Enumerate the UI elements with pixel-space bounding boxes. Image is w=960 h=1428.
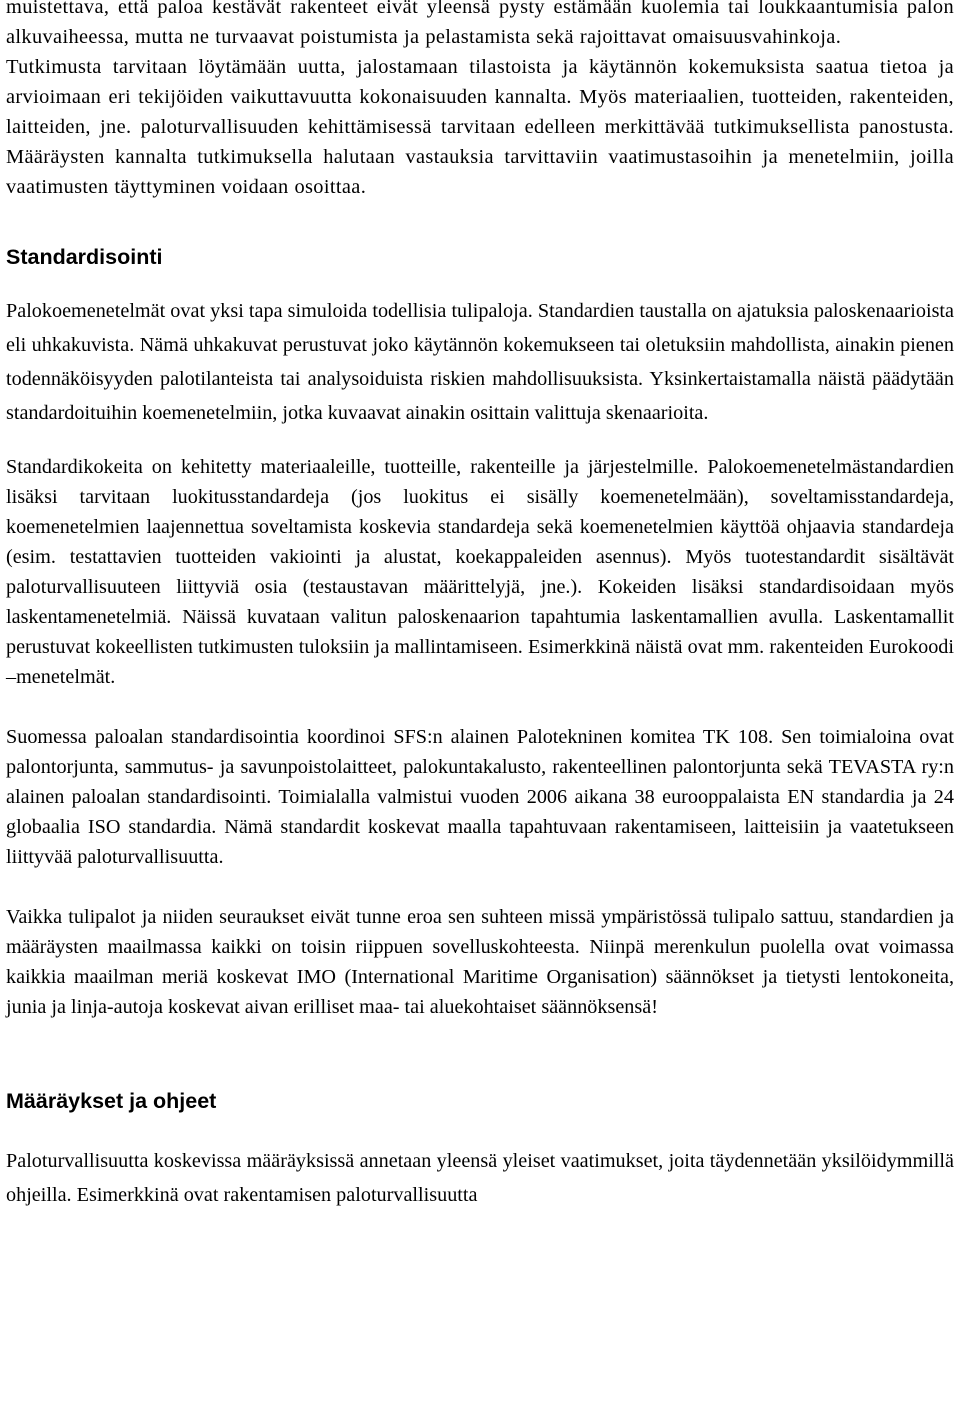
body-paragraph: Palokoemenetelmät ovat yksi tapa simuloida todellisia tulipaloja. Standardien taustalla on ajatuksia paloskenaarioista eli uhkakuvista. Nämä uhkakuvat perustuvat joko käytännön kokemukseen tai oletuksiin mahdollista, ainakin pienen todennäköisyyden palotilanteista tai analysoiduista riskien mahdollisuuksista. Yksinkertaistamalla näistä päädytään standardoituihin koemenetelmiin, jotka kuvaavat ainakin osittain valittuja skenaarioita. (6, 300, 954, 424)
body-paragraph: Standardikokeita on kehitetty materiaaleille, tuotteille, rakenteille ja järjestelmille. Palokoemenetelmästandardien lisäksi tarvitaan luokitusstandardeja (jos luokitus ei sisälly koemenetelmään), soveltamisstandardeja, koemenetelmien laajennettua soveltamista koskevia standardeja sekä koemenetelmien käyttöä ohjaavia standardeja (esim. testattavien tuotteiden vakiointi ja alustat, koekappaleiden asennus). Myös tuotestandardit sisältävät paloturvallisuuteen liittyviä osia (testaustavan määrittelyjä, jne.). Kokeiden lisäksi standardisoidaan myös laskentamenetelmiä. Näissä kuvataan valitun paloskenaarion tapahtumia laskentamallien avulla. Laskentamallit perustuvat kokeellisten tutkimusten tuloksiin ja mallintamiseen. Esimerkkinä näistä ovat mm. rakenteiden Eurokoodi –menetelmät. (6, 456, 954, 688)
section-heading-maaraykset-ja-ohjeet: Määräykset ja ohjeet (6, 1089, 217, 1113)
body-paragraph: Suomessa paloalan standardisointia koordinoi SFS:n alainen Palotekninen komitea TK 108. Sen toimialoina ovat palontorjunta, sammutus- ja savunpoistolaitteet, palokuntakalusto, rakenteellinen palontorjunta sekä TEVASTA ry:n alainen paloalan standardisointi. Toimialalla valmistui vuoden 2006 aikana 38 eurooppalaista EN standardia ja 24 globaalia ISO standardia. Nämä standardit koskevat maalla tapahtuvaan rakentamiseen, laitteisiin ja vaatetukseen liittyvää paloturvallisuutta. (6, 726, 954, 868)
body-paragraph: muistettava, että paloa kestävät rakenteet eivät yleensä pysty estämään kuolemia tai loukkaantumisia palon alkuvaiheessa, mutta ne turvaavat poistumista ja pelastamista sekä rajoittavat omaisuusvahinkoja. (6, 0, 954, 48)
body-paragraph: Vaikka tulipalot ja niiden seuraukset eivät tunne eroa sen suhteen missä ympäristössä tulipalo sattuu, standardien ja määräysten maailmassa kaikki on toisin riippuen sovelluskohteesta. Niinpä merenkulun puolella ovat voimassa kaikkia maailman meriä koskevat IMO (International Maritime Organisation) säännökset ja tietysti lentokoneita, junia ja linja-autoja koskevat aivan erilliset maa- tai aluekohtaiset säännöksensä! (6, 906, 954, 1018)
body-paragraph: Paloturvallisuutta koskevissa määräyksissä annetaan yleensä yleiset vaatimukset, joita täydennetään yksilöidymmillä ohjeilla. Esimerkkinä ovat rakentamisen paloturvallisuutta (6, 1150, 954, 1206)
document-page (6, 0, 954, 1212)
section-heading-standardisointi: Standardisointi (6, 245, 163, 269)
body-paragraph: Tutkimusta tarvitaan löytämään uutta, jalostamaan tilastoista ja käytännön kokemuksista saatua tietoa ja arvioimaan eri tekijöiden vaikuttavuutta kokonaisuuden kannalta. Myös materiaalien, tuotteiden, rakenteiden, laitteiden, jne. paloturvallisuuden kehittämisessä tarvitaan edelleen merkittävää tutkimuksellista panostusta. Määräysten kannalta tutkimuksella halutaan vastauksia tarvittaviin vaatimustasoihin ja menetelmiin, joilla vaatimusten täyttyminen voidaan osoittaa. (6, 56, 954, 198)
